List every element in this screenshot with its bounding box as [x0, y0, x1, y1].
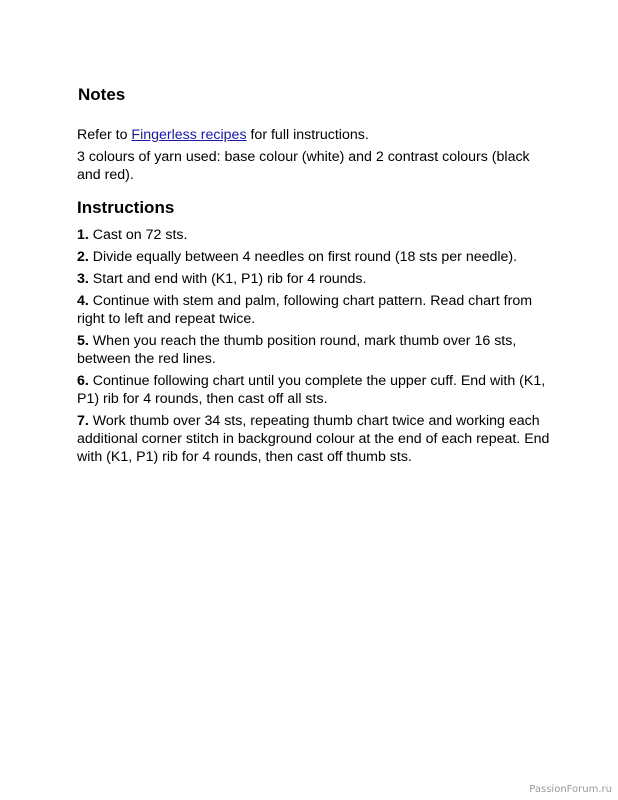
notes-yarn-paragraph: 3 colours of yarn used: base colour (white) and 2 contrast colours (black and red). — [77, 149, 530, 183]
instruction-step — [77, 372, 552, 408]
site-watermark: PassionForum.ru — [529, 784, 612, 795]
step-number: 1. — [77, 227, 89, 243]
instruction-step — [77, 412, 552, 466]
notes-reference-paragraph — [77, 126, 557, 144]
step-number: 5. — [77, 333, 89, 349]
step-number: 2. — [77, 249, 89, 265]
step-text: Start and end with (K1, P1) rib for 4 rounds. — [88, 271, 367, 287]
instruction-step — [77, 270, 552, 288]
step-number: 7. — [77, 413, 89, 429]
instruction-step — [77, 226, 552, 244]
step-number: 6. — [77, 373, 89, 389]
step-text: When you reach the thumb position round, mark thumb over 16 sts, between the red lines. — [77, 333, 517, 367]
instruction-step — [77, 248, 552, 266]
instructions-heading: Instructions — [77, 198, 175, 217]
step-text: Work thumb over 34 sts, repeating thumb chart twice and working each additional corner stitch in background colour at the end of each repeat. End with (K1, P1) rib for 4 rounds, then cast off thumb sts. — [77, 413, 550, 465]
step-text: Cast on 72 sts. — [88, 227, 188, 243]
instruction-step — [77, 292, 552, 328]
notes-reference-prefix: Refer to — [77, 127, 132, 143]
instruction-step — [77, 332, 552, 368]
instructions-list — [77, 226, 552, 470]
fingerless-recipes-link[interactable]: Fingerless recipes — [131, 127, 247, 143]
step-text: Continue with stem and palm, following chart pattern. Read chart from right to left and repeat twice. — [77, 293, 533, 327]
step-number: 4. — [77, 293, 89, 309]
notes-heading: Notes — [78, 85, 126, 104]
step-text: Continue following chart until you complete the upper cuff. End with (K1, P1) rib for 4 rounds, then cast off all sts. — [77, 373, 546, 407]
notes-reference-suffix: for full instructions. — [246, 127, 369, 143]
step-text: Divide equally between 4 needles on first round (18 sts per needle). — [88, 249, 518, 265]
notes-section — [77, 126, 557, 188]
step-number: 3. — [77, 271, 89, 287]
